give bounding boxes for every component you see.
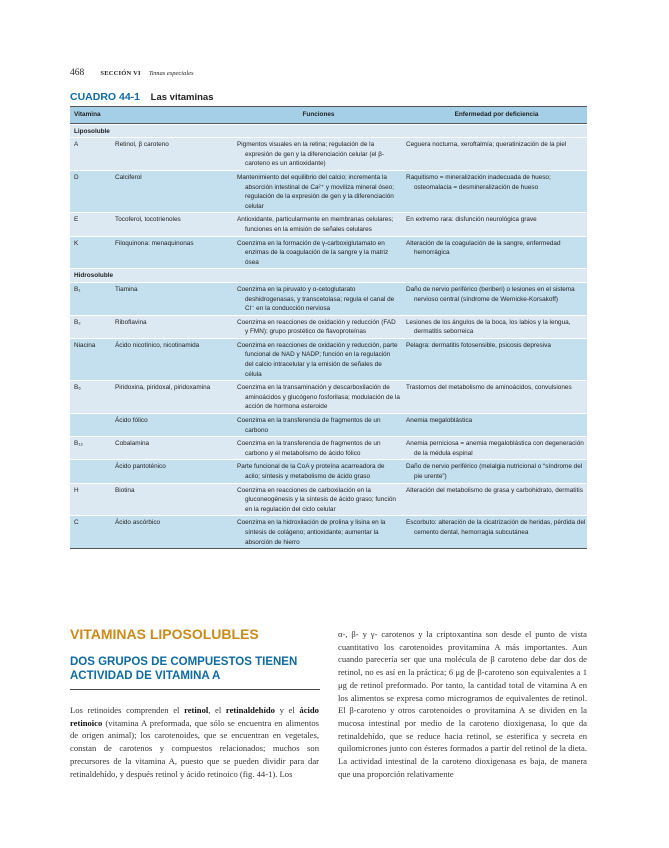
section-label: SECCIÓN VI [100,70,141,77]
deficiency-cell: Lesiones de los ángulos de la boca, los labios y la lengua, dermatitis seborreica [406,318,571,336]
table-row [70,436,587,459]
text-run: (vitamina A preformada, que sólo se encuentra en alimentos de origen animal); los carotenoides, que se encuentran en vegetales, constan de carotenos y compuestos relacionados; muchos son precursores de la vitamina A, puesto que se pueden dividir para dar retinaldehído, y después retinol y ácido retinoico (fig. 44-1). Los [70,717,319,779]
compound-name: Retinol, β caroteno [115,141,169,149]
function-cell: Coenzima en la transferencia de fragmentos de un carbono [237,417,381,434]
deficiency-cell: Anemia megaloblástica [406,417,473,425]
table-number: CUADRO 44-1 [70,91,141,103]
table-row [70,236,587,269]
table-row [70,413,587,436]
vitamin-cell: A [74,141,79,149]
col-header-deficiencia: Enfermedad por deficiencia [454,111,539,118]
table-row [70,315,587,338]
compound-name: Ácido pantoténico [115,463,166,471]
function-cell: Coenzima en la transferencia de fragmentos de un carbono y el metabolismo de ácido fólico [237,440,381,457]
compound-cell [113,318,237,337]
function-cell: Coenzima en la transaminación y descarboxilación de aminoácidos y glucógeno fosforilasa; modulación de la acción de hormona esteroide [237,384,400,411]
deficiency-cell: Escorbuto: alteración de la cicatrización de heridas, pérdida del cemento dental, hemorragia subcutánea [406,519,586,536]
deficiency-cell: Ceguera nocturna, xeroftalmía; queratinización de la piel [406,141,567,149]
compound-name: Piridoxina, piridoxal, piridoxamina [115,384,211,392]
section-title: Temas especiales [148,70,194,77]
vitamin-cell: K [74,239,79,247]
compound-cell [113,239,237,268]
compound-cell [113,341,237,379]
compound-name: Ácido ascórbico [115,519,161,527]
bold-term: retinol [184,705,209,715]
section-heading: VITAMINAS LIPOSOLUBLES [70,626,259,642]
section-subheading: DOS GRUPOS DE COMPUESTOS TIENEN ACTIVIDAD DE VITAMINA A [70,655,320,690]
compound-cell [113,416,237,435]
compound-cell [113,486,237,515]
deficiency-cell: Trastornos del metabolismo de aminoácidos, convulsiones [406,384,572,392]
table-row [70,212,587,235]
compound-name: Riboflavina [115,318,147,326]
vitamin-cell: C [74,519,79,527]
compound-name: Tiamina [115,285,138,293]
table-row [70,515,587,548]
table-header-row [70,106,587,124]
deficiency-cell: Raquitismo = mineralización inadecuada de hueso; osteomalacia = desmineralización de hueso [406,173,551,191]
compound-cell [113,140,237,169]
compound-name: Ácido nicotínico, nicotinamida [115,341,200,349]
compound-cell [113,462,237,481]
group-row-liposoluble [70,124,587,138]
table-caption [70,91,214,103]
table-row [70,459,587,482]
compound-name: Filoquinona: menaquinonas [115,239,194,247]
function-cell: Coenzima en reacciones de carboxilación en la gluconeogénesis y la síntesis de ácido graso; función en la regulación del ciclo celular [237,486,396,513]
running-header [70,67,194,78]
deficiency-cell: Daño de nervio periférico (beriberi) o lesiones en el sistema nervioso central (síndrome de Wernicke-Korsakoff) [406,285,575,303]
compound-cell [113,518,237,547]
deficiency-cell: Alteración de la coagulación de la sangre, enfermedad hemorrágica [406,239,561,257]
vitamins-table [70,106,587,549]
deficiency-cell: Daño de nervio periférico (melalgia nutricional o “síndrome del pie urente”) [406,463,583,480]
deficiency-cell: Anemia perniciosa = anemia megaloblástica con degeneración de la médula espinal [406,440,584,457]
function-cell: Coenzima en la hidroxilación de prolina y lisina en la síntesis de colágeno; antioxidante; aumentar la absorción de hierro [237,519,386,546]
function-cell: Pigmentos visuales en la retina; regulación de la expresión de gen y la diferenciación celular (el β-caroteno es un antioxidante) [237,141,385,168]
vitamin-cell: D [74,173,79,181]
compound-name: Calciferol [115,173,142,181]
vitamin-cell: E [74,216,79,224]
col-header-funciones: Funciones [302,111,335,118]
vitamin-cell: B₁ [74,285,81,293]
table-row [70,170,587,212]
table-row [70,137,587,170]
compound-cell [113,285,237,314]
deficiency-cell: En extremo rara: disfunción neurológica grave [406,216,537,224]
text-run: , el [208,705,226,715]
compound-cell [113,383,237,412]
deficiency-cell: Pelagra: dermatitis fotosensible, psicosis depresiva [406,341,551,349]
function-cell: Coenzima en reacciones de oxidación y reducción, parte funcional de NAD y NADP; función en la regulación del calcio intracelular y la emisión de señales de célula [237,341,398,378]
table-row [70,282,587,315]
function-cell: Antioxidante, particularmente en membranas celulares; funciones en la emisión de señales celulares [237,216,394,233]
table-row [70,483,587,516]
vitamin-cell: B₁₂ [74,440,83,448]
function-cell: Mantenimiento del equilibrio del calcio; incrementa la absorción intestinal de Ca²⁺ y moviliza mineral óseo; regulación de la expresión de gen y la diferenciación celular [237,173,395,210]
compound-name: Cobalamina [115,440,150,448]
compound-name: Ácido fólico [115,417,148,425]
body-text-right: α-, β- y γ- carotenos y la criptoxantina son desde el punto de vista cuantitativo los carotenoides provitamina A más importantes. Aun cuando parecería ser que una molécula de β caroteno debe dar dos de retinol, no es así en la práctica; 6 μg de β-caroteno son equivalentes a 1 μg de retinol preformado. Por tanto, la cantidad total de vitamina A en los alimentos se expresa como microgramos de equivalentes de retinol. El β-caroteno y otros carotenoides o provitamina A se dividen en la mucosa intestinal por medio de la caroteno dioxigenasa, lo que da retinaldehído, que se reduce hacia retinol, se esterifica y secreta en quilomicrones junto con ésteres formados a partir del retinol de la dieta. La actividad intestinal de la caroteno dioxigenasa es baja, de manera que una proporción relativamente [338,629,587,779]
table-row [70,380,587,413]
vitamin-cell [70,416,113,435]
function-cell: Coenzima en la piruvato y α-cetoglutarato deshidrogenasas, y transcetolasa; regula el canal de Cl⁻ en la conducción nerviosa [237,285,395,313]
vitamin-cell: H [74,486,79,494]
table-row [70,338,587,380]
compound-name: Tocoferol, tocotrienoles [115,216,181,224]
group-label: Hidrosoluble [74,272,114,280]
group-label: Liposoluble [74,127,110,135]
function-cell: Coenzima en reacciones de oxidación y reducción (FAD y FMN); grupo prostético de flavoproteínas [237,318,396,336]
bold-term: retinaldehído [225,705,275,715]
page-number: 468 [70,68,85,78]
body-text-left [70,704,319,780]
vitamin-cell: B₂ [74,318,81,326]
function-cell: Parte funcional de la CoA y proteína acarreadora de acilo; síntesis y metabolismo de ácido graso [237,463,385,480]
vitamin-cell [70,462,113,481]
function-cell: Coenzima en la formación de γ-carboxiglutamato en enzimas de la coagulación de la sangre y la matriz ósea [237,239,389,266]
text-run: Los retinoides comprenden el [70,705,185,715]
col-header-vitamina: Vitamina [74,111,101,118]
vitamin-cell: Niacina [74,341,96,349]
deficiency-cell: Alteración del metabolismo de grasa y carbohidrato, dermatitis [406,486,583,494]
compound-cell [113,439,237,458]
text-run: y el [274,705,300,715]
compound-cell [113,215,237,234]
compound-name: Biotina [115,486,135,494]
vitamin-cell: B₆ [74,384,81,392]
bold-term: ácido retinoico [70,705,319,728]
table-title: Las vitaminas [150,92,214,103]
group-row-hidrosoluble [70,268,587,282]
compound-cell [113,173,237,211]
